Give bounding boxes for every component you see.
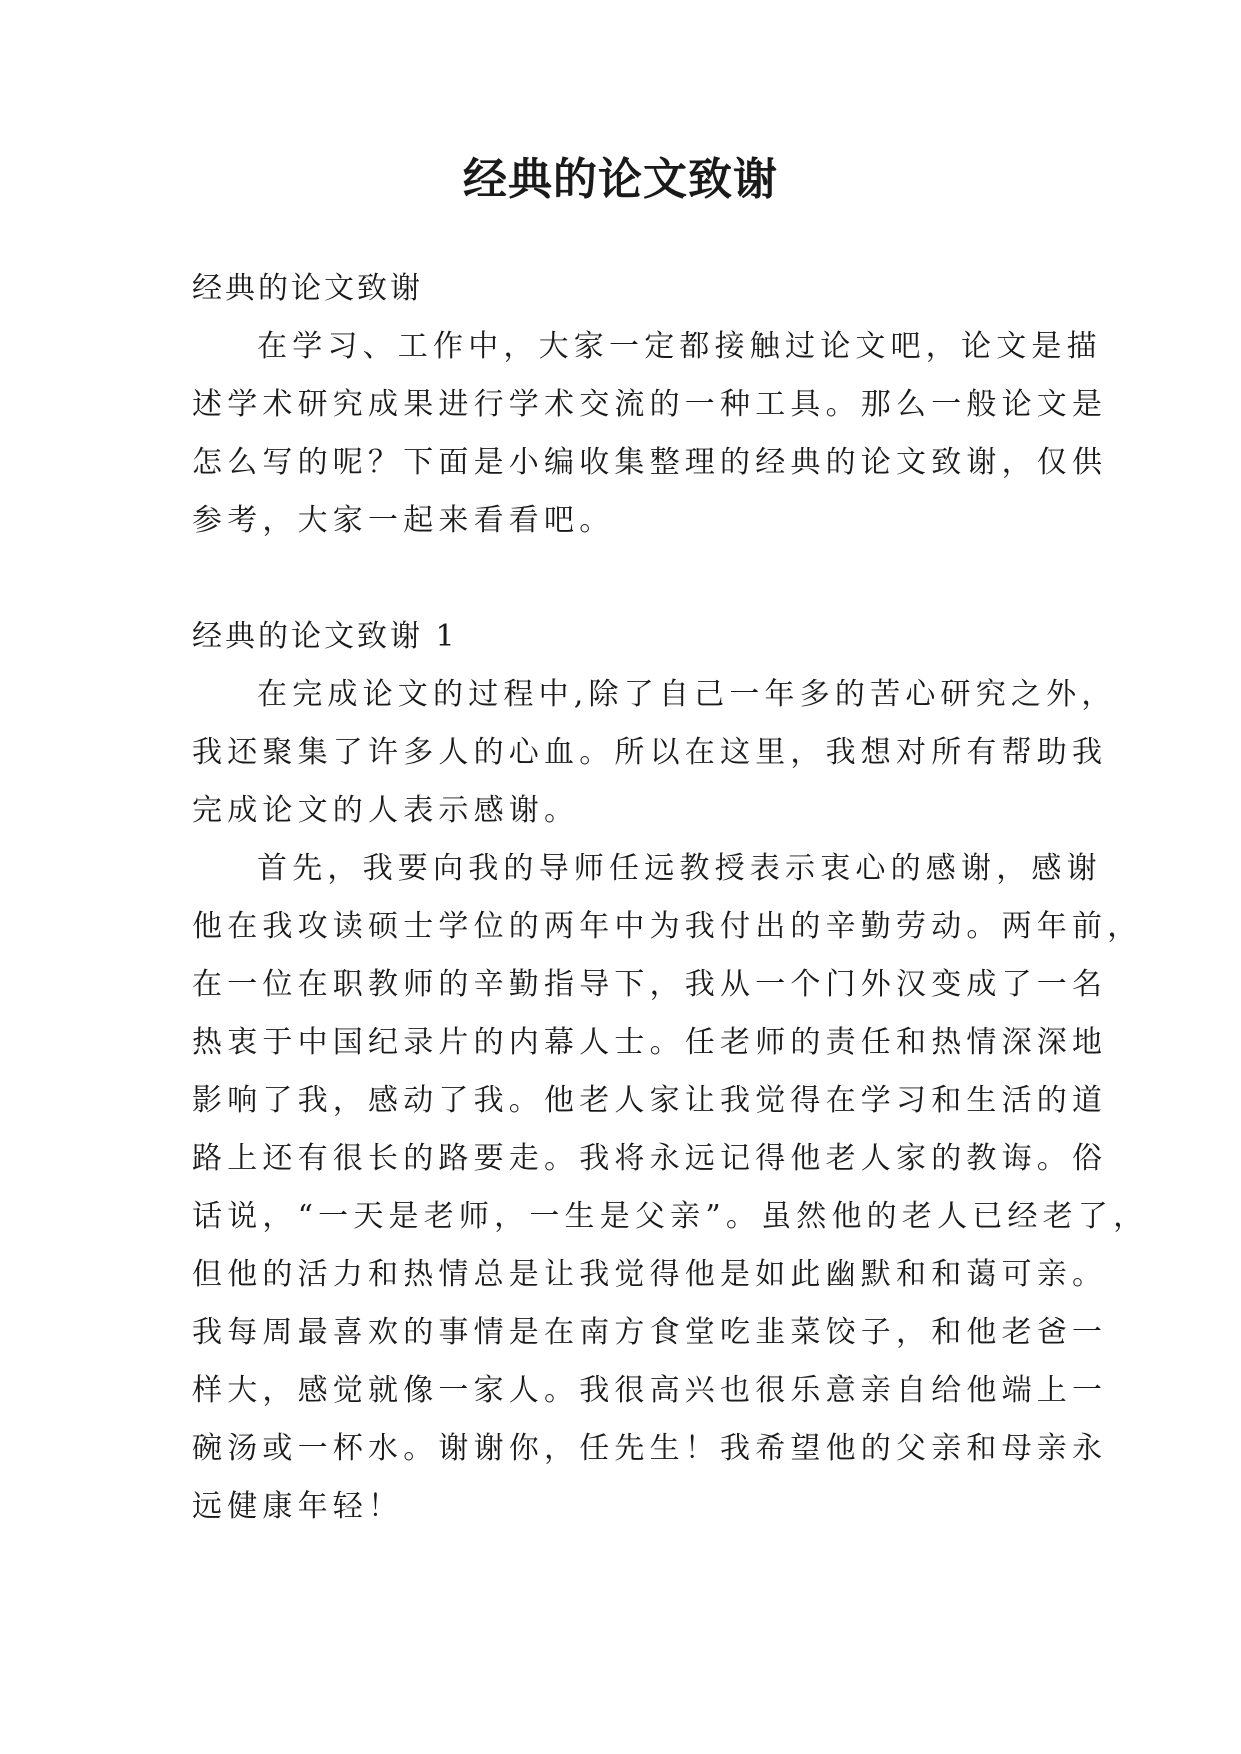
paragraph-line: 但他的活力和热情总是让我觉得他是如此幽默和和蔼可亲。: [192, 1257, 1108, 1292]
intro-paragraph: [192, 318, 1108, 550]
paragraph-line: 完成论文的人表示感谢。: [192, 793, 580, 828]
paragraph-line: 怎么写的呢？下面是小编收集整理的经典的论文致谢，仅供: [192, 445, 1108, 480]
paragraph-line: 路上还有很长的路要走。我将永远记得他老人家的教诲。俗: [192, 1141, 1108, 1176]
paragraph-line: 话说，“一天是老师，一生是父亲”。虽然他的老人已经老了，: [192, 1199, 1149, 1234]
paragraph-line: 我还聚集了许多人的心血。所以在这里，我想对所有帮助我: [192, 735, 1108, 770]
paragraph-line: 参考，大家一起来看看吧。: [192, 503, 615, 538]
paragraph-line: 在一位在职教师的辛勤指导下，我从一个门外汉变成了一名: [192, 967, 1108, 1002]
paragraph-1: [192, 666, 1117, 840]
subtitle: 经典的论文致谢: [192, 271, 423, 306]
section-heading: 经典的论文致谢 1: [192, 619, 458, 654]
blank-line: [192, 550, 1054, 608]
paragraph-line: 在完成论文的过程中,除了自己一年多的苦心研究之外，: [257, 677, 1117, 712]
document-title: 经典的论文致谢: [463, 154, 778, 205]
paragraph-line: 热衷于中国纪录片的内幕人士。任老师的责任和热情深深地: [192, 1025, 1108, 1060]
document-body: [192, 260, 1149, 1536]
paragraph-line: 首先，我要向我的导师任远教授表示衷心的感谢，感谢: [257, 851, 1102, 886]
paragraph-line: 远健康年轻！: [192, 1489, 404, 1524]
paragraph-2: [192, 840, 1149, 1536]
paragraph-line: 述学术研究成果进行学术交流的一种工具。那么一般论文是: [192, 387, 1108, 422]
paragraph-line: 我每周最喜欢的事情是在南方食堂吃韭菜饺子，和他老爸一: [192, 1315, 1108, 1350]
paragraph-line: 他在我攻读硕士学位的两年中为我付出的辛勤劳动。两年前，: [192, 909, 1143, 944]
paragraph-line: 在学习、工作中，大家一定都接触过论文吧，论文是描: [257, 329, 1102, 364]
paragraph-line: 样大，感觉就像一家人。我很高兴也很乐意亲自给他端上一: [192, 1373, 1108, 1408]
paragraph-line: 碗汤或一杯水。谢谢你，任先生！我希望他的父亲和母亲永: [192, 1431, 1108, 1466]
paragraph-line: 影响了我，感动了我。他老人家让我觉得在学习和生活的道: [192, 1083, 1108, 1118]
